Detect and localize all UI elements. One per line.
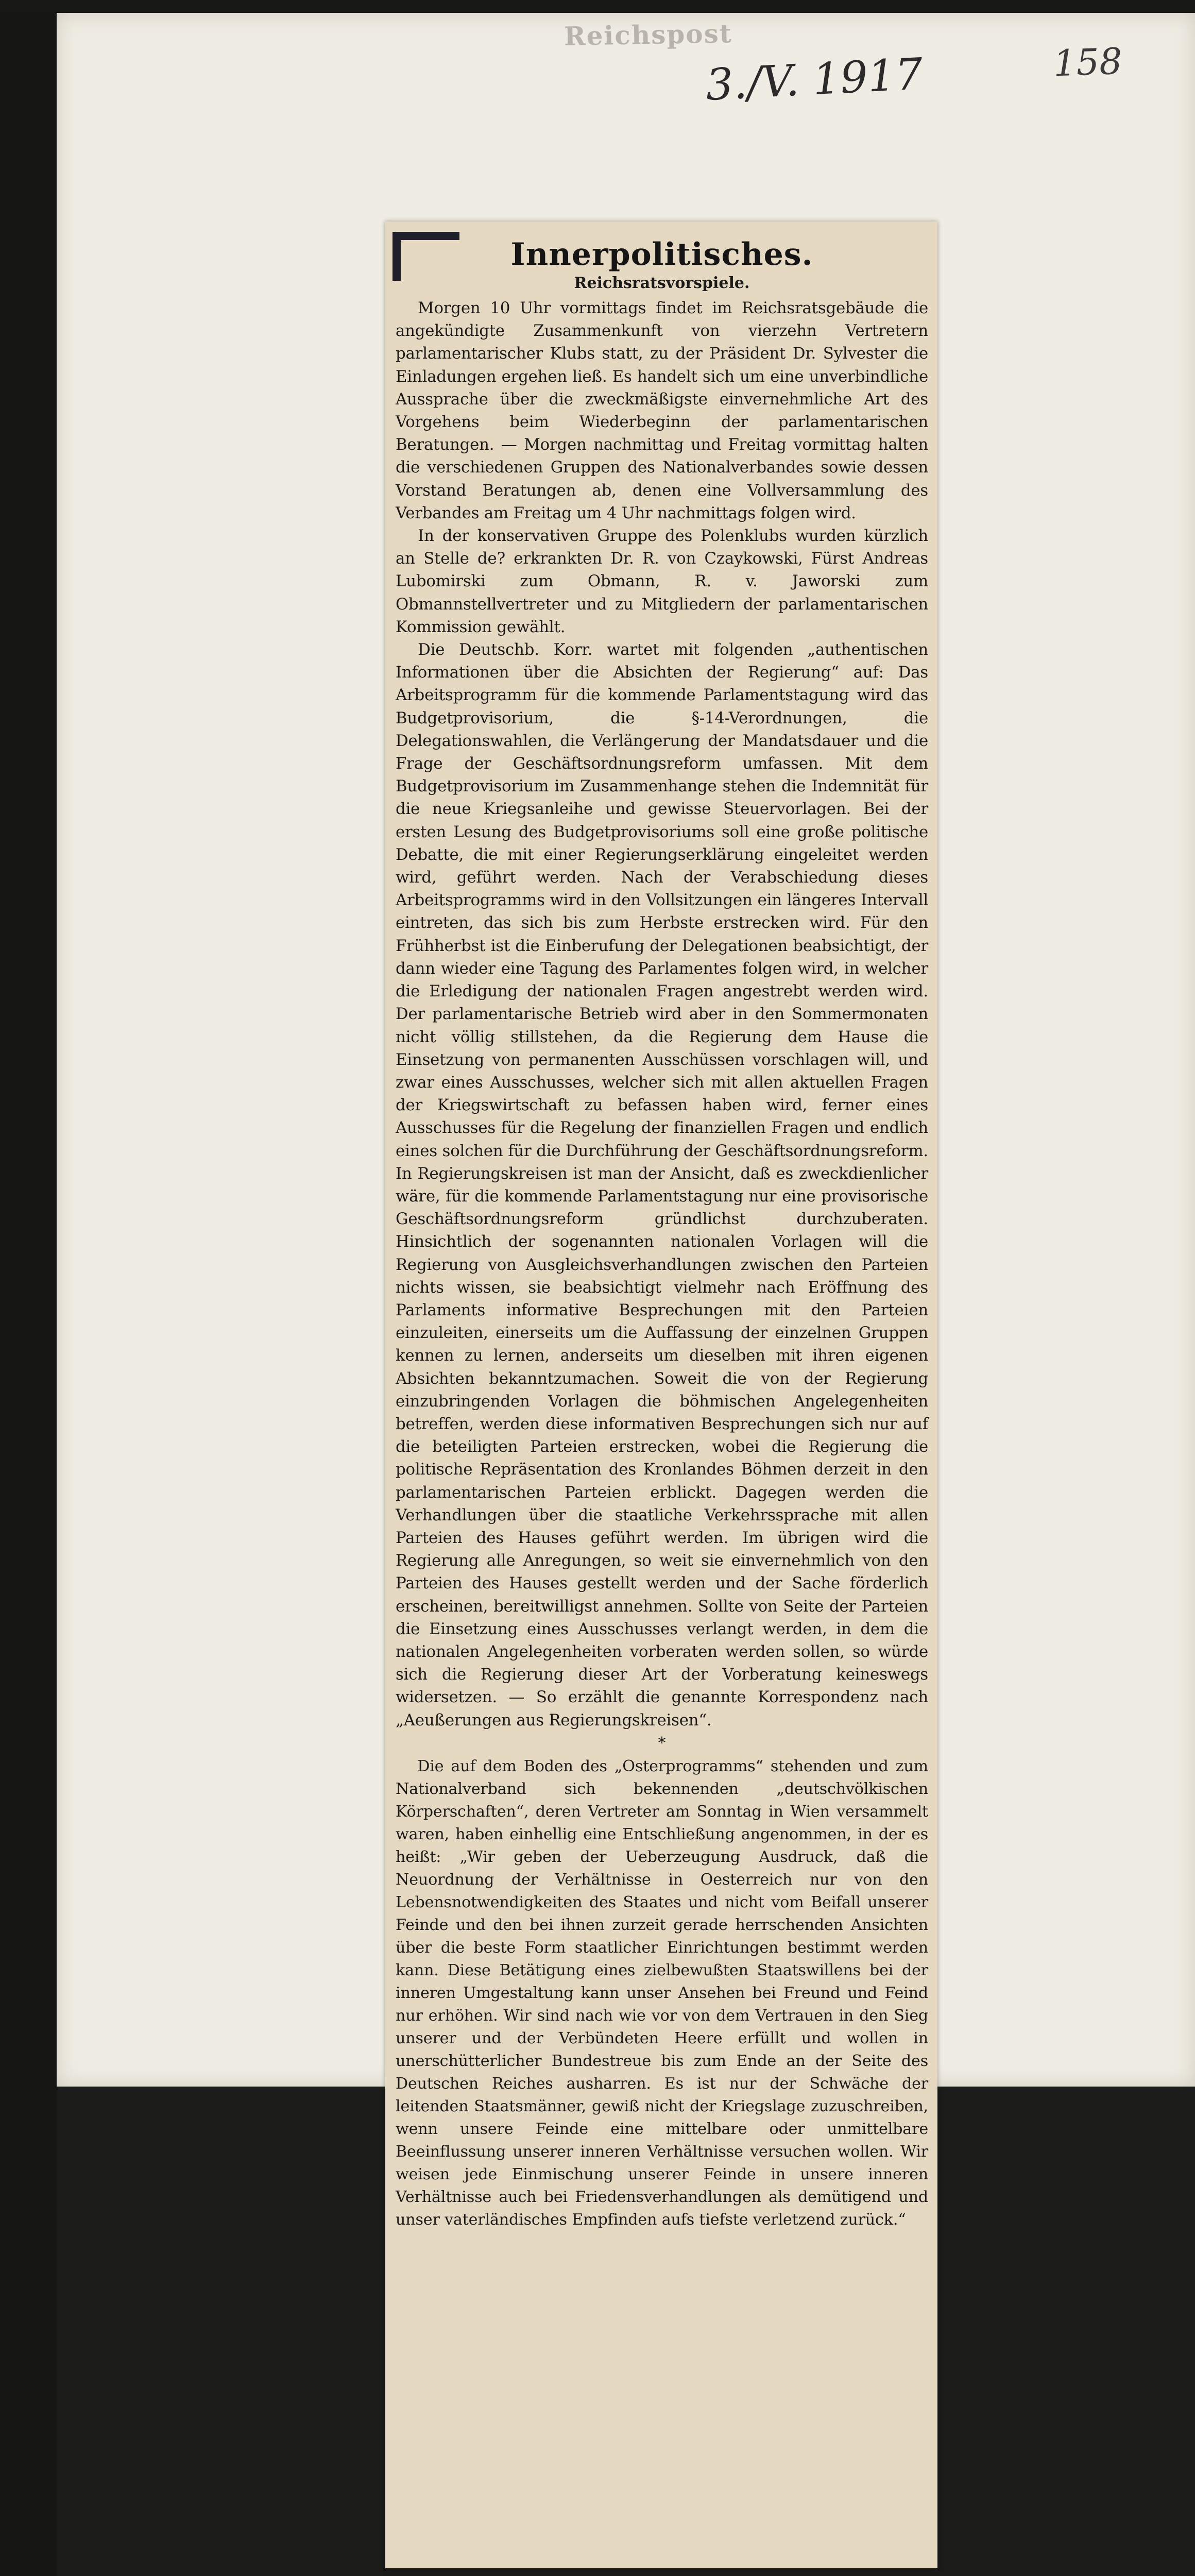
corner-mark [392,232,459,281]
newspaper-clipping [385,222,937,2568]
article-paragraph: In der konservativen Gruppe des Polenklubs wurden kürzlich an Stelle de? erkrankten Dr. R. von Czaykowski, Fürst Andreas Lubomirski zum Obmann, R. v. Jaworski zum Obmannstellvertreter und zu Mitgliedern der parlamentarischen Kommission gewählt. [396,527,928,636]
article-paragraph: Die auf dem Boden des „Osterprogramms“ stehenden und zum Nationalverband sich bekennenden „deutschvölkischen Körperschaften“, deren Vertreter am Sonntag in Wien versammelt waren, haben einhellig eine Entschließung angenommen, in der es heißt: „Wir geben der Ueberzeugung Ausdruck, daß die Neuordnung der Verhältnisse in Oesterreich nur von den Lebensnotwendigkeiten des Staates und nicht vom Beifall unserer Feinde und den bei ihnen zurzeit gerade herrschenden Ansichten über die beste Form staatlicher Einrichtungen bestimmt werden kann. Diese Betätigung eines zielbewußten Staatswillens bei der inneren Umgestaltung kann unser Ansehen bei Freund und Feind nur erhöhen. Wir sind nach wie vor von dem Vertrauen in den Sieg unserer und der Verbündeten Heere erfüllt und wollen in unerschütterlicher Bundestreue bis zum Ende an der Seite des Deutschen Reiches ausharren. Es ist nur der Schwäche der leitenden Staatsmänner, gewiß nicht der Kriegslage zuzuschreiben, wenn unsere Feinde eine mittelbare oder unmittelbare Beeinflussung unserer inneren Verhältnisse versuchen wollen. Wir weisen jede Einmischung unserer Feinde in unsere inneren Verhältnisse auch bei Friedensverhandlungen als demütigend und unser vaterländisches Empfinden aufs tiefste verletzend zurück.“ [396,1757,928,2229]
newspaper-stamp: Reichspost [564,18,733,52]
article-headline: Innerpolitisches. [510,236,813,273]
article-subheadline: Reichsratsvorspiele. [574,274,750,292]
scanner-top-edge [0,0,1195,13]
article-paragraph: Die Deutschb. Korr. wartet mit folgenden „authentischen Informationen über die Absichten der Regierung“ auf: Das Arbeitsprogramm für die kommende Parlamentstagung wird das Budgetprovisorium, die §-14-Verordnungen, die Delegationswahlen, die Verlängerung der Mandatsdauer und die Frage der Geschäftsordnungsreform umfassen. Mit dem Budgetprovisorium im Zusammenhange stehen die Indemnität für die neue Kriegsanleihe und gewisse Steuervorlagen. Bei der ersten Lesung des Budgetprovisoriums soll eine große politische Debatte, die mit einer Regierungserklärung eingeleitet werden wird, geführt werden. Nach der Verabschiedung dieses Arbeitsprogramms wird in den Vollsitzungen ein längeres Intervall eintreten, das sich bis zum Herbste erstrecken wird. Für den Frühherbst ist die Einberufung der Delegationen beabsichtigt, der dann wieder eine Tagung des Parlamentes folgen wird, in welcher die Erledigung der nationalen Fragen angestrebt werden wird. Der parlamentarische Betrieb wird aber in den Sommermonaten nicht völlig stillstehen, da die Regierung dem Hause die Einsetzung von permanenten Ausschüssen vorschlagen will, und zwar eines Ausschusses, welcher sich mit allen aktuellen Fragen der Kriegswirtschaft zu befassen haben wird, ferner eines Ausschusses für die Regelung der finanziellen Fragen und endlich eines solchen für die Durchführung der Geschäftsordnungsreform. In Regierungskreisen ist man der Ansicht, daß es zweckdienlicher wäre, für die kommende Parlamentstagung nur eine provisorische Geschäftsordnungsreform gründlichst durchzuberaten. Hinsichtlich der sogenannten nationalen Vorlagen will die Regierung von Ausgleichsverhandlungen zwischen den Parteien nichts wissen, sie beabsichtigt vielmehr nach Eröffnung des Parlaments informative Besprechungen mit den Parteien einzuleiten, einerseits um die Auffassung der einzelnen Gruppen kennen zu lernen, anderseits um dieselben mit ihren eigenen Absichten bekanntzumachen. Soweit die von der Regierung einzubringenden Vorlagen die böhmischen Angelegenheiten betreffen, werden diese informativen Besprechungen sich nur auf die beteiligten Parteien erstrecken, wobei die Regierung die politische Repräsentation des Kronlandes Böhmen derzeit in den parlamentarischen Parteien erblickt. Dagegen werden die Verhandlungen über die staatliche Verkehrssprache mit allen Parteien des Hauses geführt werden. Im übrigen wird die Regierung alle Anregungen, so weit sie einvernehmlich von den Parteien des Hauses gestellt werden und der Sache förderlich erscheinen, bereitwilligst annehmen. Sollte von Seite der Parteien die Einsetzung eines Ausschusses verlangt werden, in dem die nationalen Angelegenheiten vorberaten werden sollen, so würde sich die Regierung dieser Art der Vorberatung keineswegs widersetzen. — So erzählt die genannte Korrespondenz nach „Aeußerungen aus Regierungskreisen“. [396,640,928,1730]
article-paragraph: Morgen 10 Uhr vormittags findet im Reichsratsgebäude die angekündigte Zusammenkunft von vierzehn Vertretern parlamentarischer Klubs statt, zu der Präsident Dr. Sylvester die Einladungen ergehen ließ. Es handelt sich um eine unverbindliche Aussprache über die zweckmäßigste einvernehmliche Art des Vorgehens beim Wiederbeginn der parlamentarischen Beratungen. — Morgen nachmittag und Freitag vormittag halten die verschiedenen Gruppen des Nationalverbandes sowie dessen Vorstand Beratungen ab, denen eine Vollversammlung des Verbandes am Freitag um 4 Uhr nachmittags folgen wird. [396,299,928,522]
section-separator: * [658,1734,666,1752]
scanner-edge [0,0,57,2576]
handwritten-date: 3./V. 1917 [704,48,924,110]
handwritten-page-number: 158 [1052,40,1123,85]
